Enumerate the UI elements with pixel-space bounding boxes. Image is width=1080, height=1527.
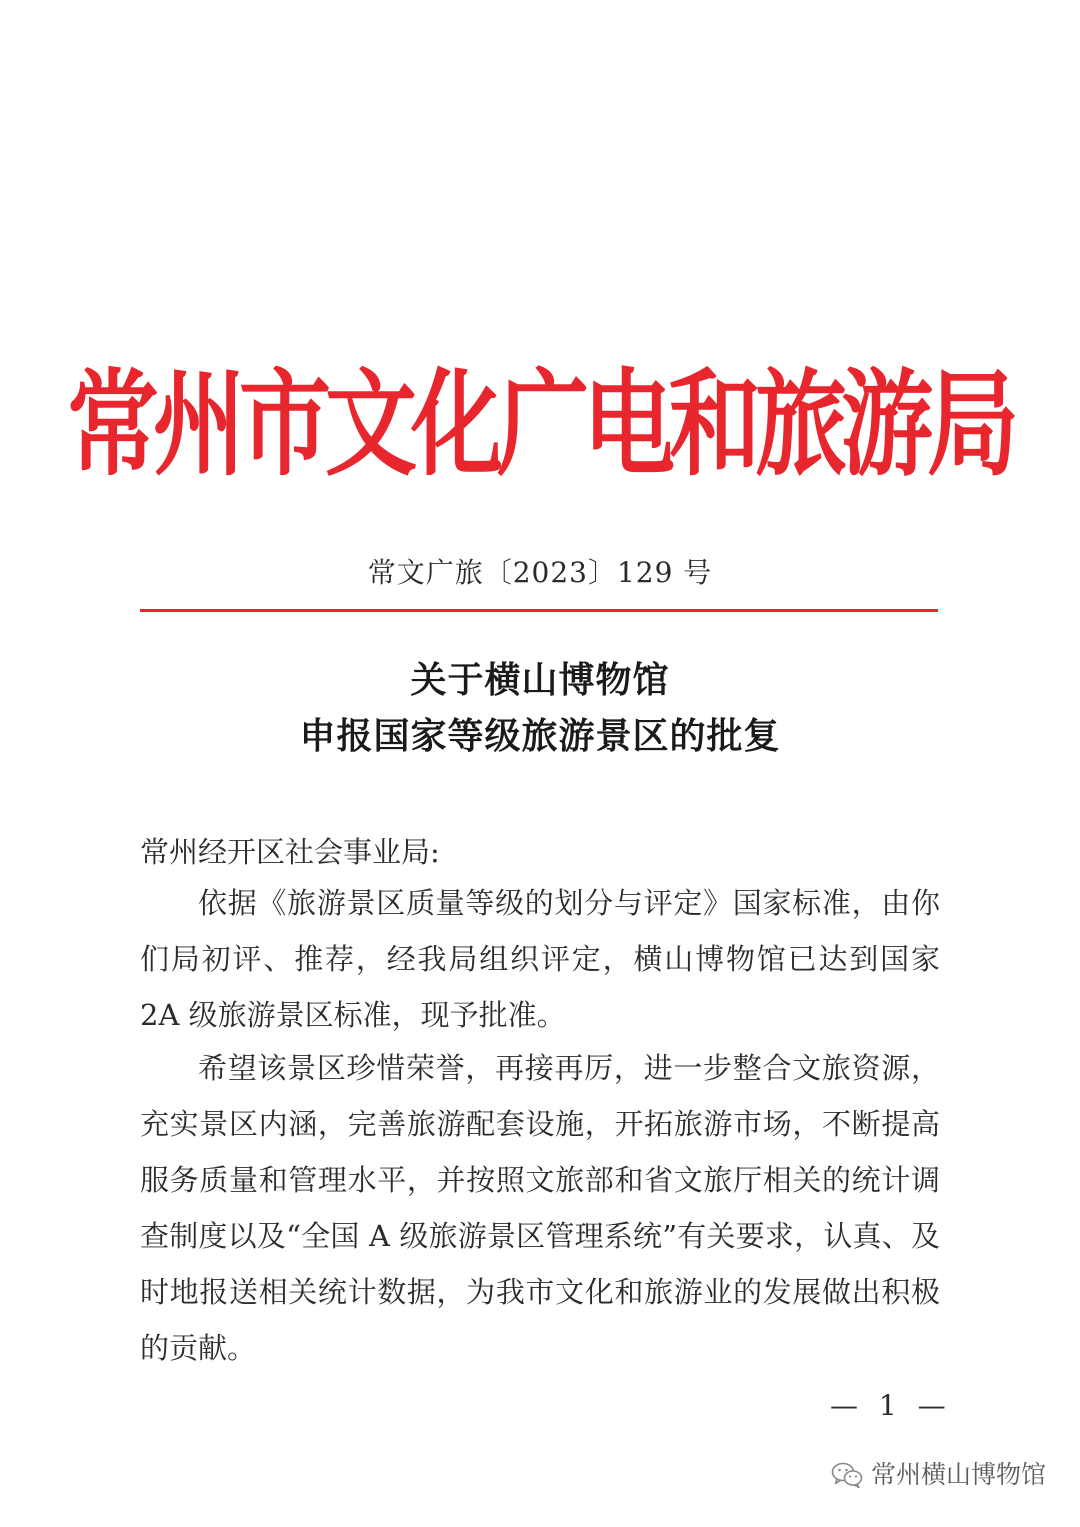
agency-masthead: 常州市文化广电和旅游局 [66,357,1013,492]
wechat-icon [831,1461,863,1489]
red-divider-line [140,609,938,612]
title-line-2: 申报国家等级旅游景区的批复 [299,715,781,757]
title-line-1: 关于横山博物馆 [410,659,670,701]
document-title [0,652,1080,764]
body-paragraph-2: 希望该景区珍惜荣誉，再接再厉，进一步整合文旅资源，充实景区内涵，完善旅游配套设施，开拓旅游市场，不断提高服务质量和管理水平，并按照文旅部和省文旅厅相关的统计调查制度以及“全国 A 级旅游景区管理系统”有关要求，认真、及时地报送相关统计数据，为我市文化和旅游业的发展做出积极的贡献。 [140,1051,940,1365]
addressee: 常州经开区社会事业局: [140,835,440,869]
wechat-watermark [831,1458,1046,1492]
body-paragraph-1: 依据《旅游景区质量等级的划分与评定》国家标准，由你们局初评、推荐，经我局组织评定，横山博物馆已达到国家 2A 级旅游景区标准，现予批准。 [140,886,940,1032]
watermark-account-name: 常州横山博物馆 [870,1460,1046,1489]
page-number: — 1 — [830,1389,952,1422]
document-number: 常文广旅〔2023〕129 号 [367,556,713,589]
